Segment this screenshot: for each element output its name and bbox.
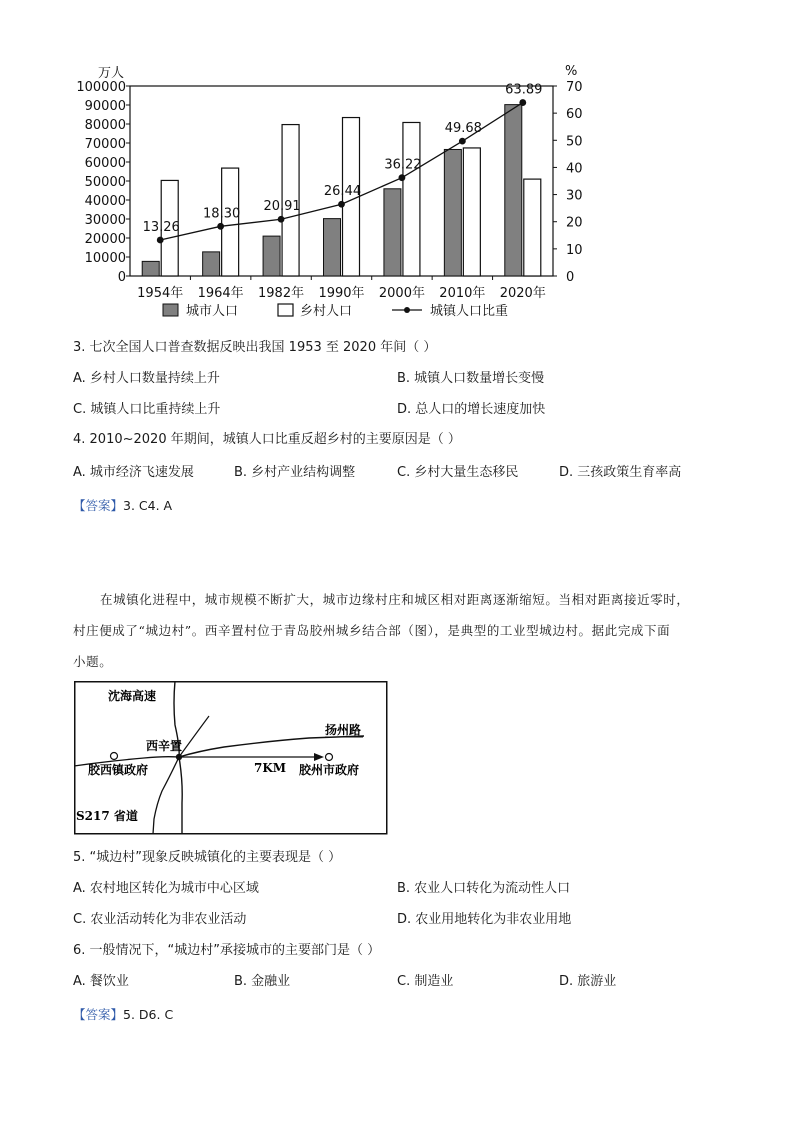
x-tick-label: 1982年 [258,286,305,301]
question-4-option-c: C. 乡村大量生态移民 [397,465,519,480]
jiaozhou-marker [326,754,333,761]
question-5-option-d: D. 农业用地转化为非农业用地 [397,912,572,927]
urbanization-point-5 [459,138,466,145]
x-tick-label: 2010年 [439,286,486,301]
y-right-tick-label: 60 [566,107,583,123]
question-4-option-a: A. 城市经济飞速发展 [73,465,194,480]
y-left-tick-label: 30000 [84,213,126,228]
y-left-tick-label: 100000 [76,80,126,95]
x-tick-label: 1964年 [197,286,244,301]
plot-frame [130,86,553,276]
y-right-tick-label: 40 [566,161,583,177]
urbanization-point-2 [278,216,285,223]
location-map [74,681,388,835]
passage-line-3: 小题。 [73,654,113,669]
urbanization-label-0: 13.26 [142,220,180,236]
question-6-option-a: A. 餐饮业 [73,974,129,989]
jiaoxi-marker [111,753,118,760]
urbanization-point-1 [217,223,224,230]
urbanization-label-4: 36.22 [384,157,422,173]
question-4-stem: 4. 2010~2020 年期间，城镇人口比重反超乡村的主要原因是（ ） [73,432,461,447]
bar-urban-5 [444,149,461,276]
legend-urban-label: 城市人口 [186,304,239,319]
y-left-tick-label: 10000 [84,251,126,266]
passage-line-1: 在城镇化进程中，城市规模不断扩大，城市边缘村庄和城区相对距离逐渐缩短。当相对距离接近零时， [100,592,690,607]
question-5-option-c: C. 农业活动转化为非农业活动 [73,912,247,927]
question-4-option-b: B. 乡村产业结构调整 [234,465,356,480]
question-5-stem: 5. “城边村”现象反映城镇化的主要表现是（ ） [73,850,342,865]
question-6-option-c: C. 制造业 [397,974,454,989]
y-right-tick-label: 20 [566,215,583,231]
bar-urban-3 [324,219,341,276]
bar-rural-4 [403,122,420,276]
population-chart [0,55,600,335]
urbanization-point-3 [338,201,345,208]
x-tick-label: 2000年 [378,286,425,301]
legend-rural-label: 乡村人口 [300,304,353,319]
x-tick-label: 1990年 [318,286,365,301]
urbanization-point-6 [519,99,526,106]
answer-text: 5. D6. C [123,1007,174,1022]
y-right-tick-label: 10 [566,242,583,258]
y-left-unit: 万人 [98,66,125,81]
answer-block-2 [73,1005,173,1023]
label-distance: 7KM [254,761,287,775]
passage-line-2: 村庄便成了“城边村”。西辛置村位于青岛胶州城乡结合部（图），是典型的工业型城边村。据此完成下面 [73,623,671,638]
y-right-unit: % [565,64,578,79]
y-left-tick-label: 40000 [84,194,126,209]
bar-urban-4 [384,189,401,276]
urbanization-label-5: 49.68 [444,121,482,137]
urbanization-label-2: 20.91 [263,199,301,215]
bar-rural-5 [463,148,480,276]
bar-rural-1 [222,168,239,276]
y-right-tick-label: 0 [566,270,575,285]
question-3-option-a: A. 乡村人口数量持续上升 [73,371,220,386]
question-6-stem: 6. 一般情况下，“城边村”承接城市的主要部门是（ ） [73,943,381,958]
bar-urban-1 [203,252,220,276]
bar-urban-2 [263,236,280,276]
label-highway: 沈海高速 [108,689,157,703]
question-6-option-d: D. 旅游业 [559,974,617,989]
y-left-tick-label: 80000 [84,118,126,133]
y-right-tick-label: 30 [566,188,583,204]
question-3-stem: 3. 七次全国人口普查数据反映出我国 1953 至 2020 年间（ ） [73,340,437,355]
answer-tag: 【答案】 [73,498,124,513]
xixinzhi-marker [176,754,182,760]
urbanization-label-3: 26.44 [323,184,362,200]
bar-urban-0 [142,261,159,276]
label-s217: S217 省道 [76,809,138,823]
question-3-option-c: C. 城镇人口比重持续上升 [73,402,221,417]
bar-rural-6 [524,179,541,276]
x-tick-label: 2020年 [499,286,546,301]
legend-rural-swatch [278,304,293,316]
y-left-tick-label: 0 [117,270,126,285]
label-jiaoxi: 胶西镇政府 [88,763,149,777]
question-5-option-b: B. 农业人口转化为流动性人口 [397,881,571,896]
question-3-option-d: D. 总人口的增长速度加快 [397,402,546,417]
legend-line-marker [404,307,410,313]
label-xixinzhi: 西辛置 [146,739,183,753]
y-left-tick-label: 20000 [84,232,126,247]
y-left-tick-label: 50000 [84,175,126,190]
x-tick-label: 1954年 [137,286,184,301]
answer-text: 3. C4. A [123,498,173,513]
question-6-option-b: B. 金融业 [234,974,291,989]
y-left-tick-label: 70000 [84,137,126,152]
label-jiaozhou: 胶州市政府 [299,763,360,777]
urbanization-point-4 [399,174,406,181]
y-left-tick-label: 90000 [84,99,126,114]
answer-block-1 [73,496,172,514]
urbanization-label-1: 18.30 [203,206,241,222]
answer-tag: 【答案】 [73,1007,124,1022]
question-3-option-b: B. 城镇人口数量增长变慢 [397,371,545,386]
label-yangzhou: 扬州路 [325,723,362,737]
legend-urban-swatch [163,304,178,316]
question-5-option-a: A. 农村地区转化为城市中心区域 [73,881,259,896]
question-4-option-d: D. 三孩政策生育率高 [559,465,682,480]
y-right-tick-label: 70 [566,80,583,95]
urbanization-label-6: 63.89 [505,82,543,98]
y-right-tick-label: 50 [566,134,583,150]
bar-urban-6 [505,105,522,276]
y-left-tick-label: 60000 [84,156,126,171]
urbanization-point-0 [157,237,164,244]
legend-line-label: 城镇人口比重 [430,304,509,319]
